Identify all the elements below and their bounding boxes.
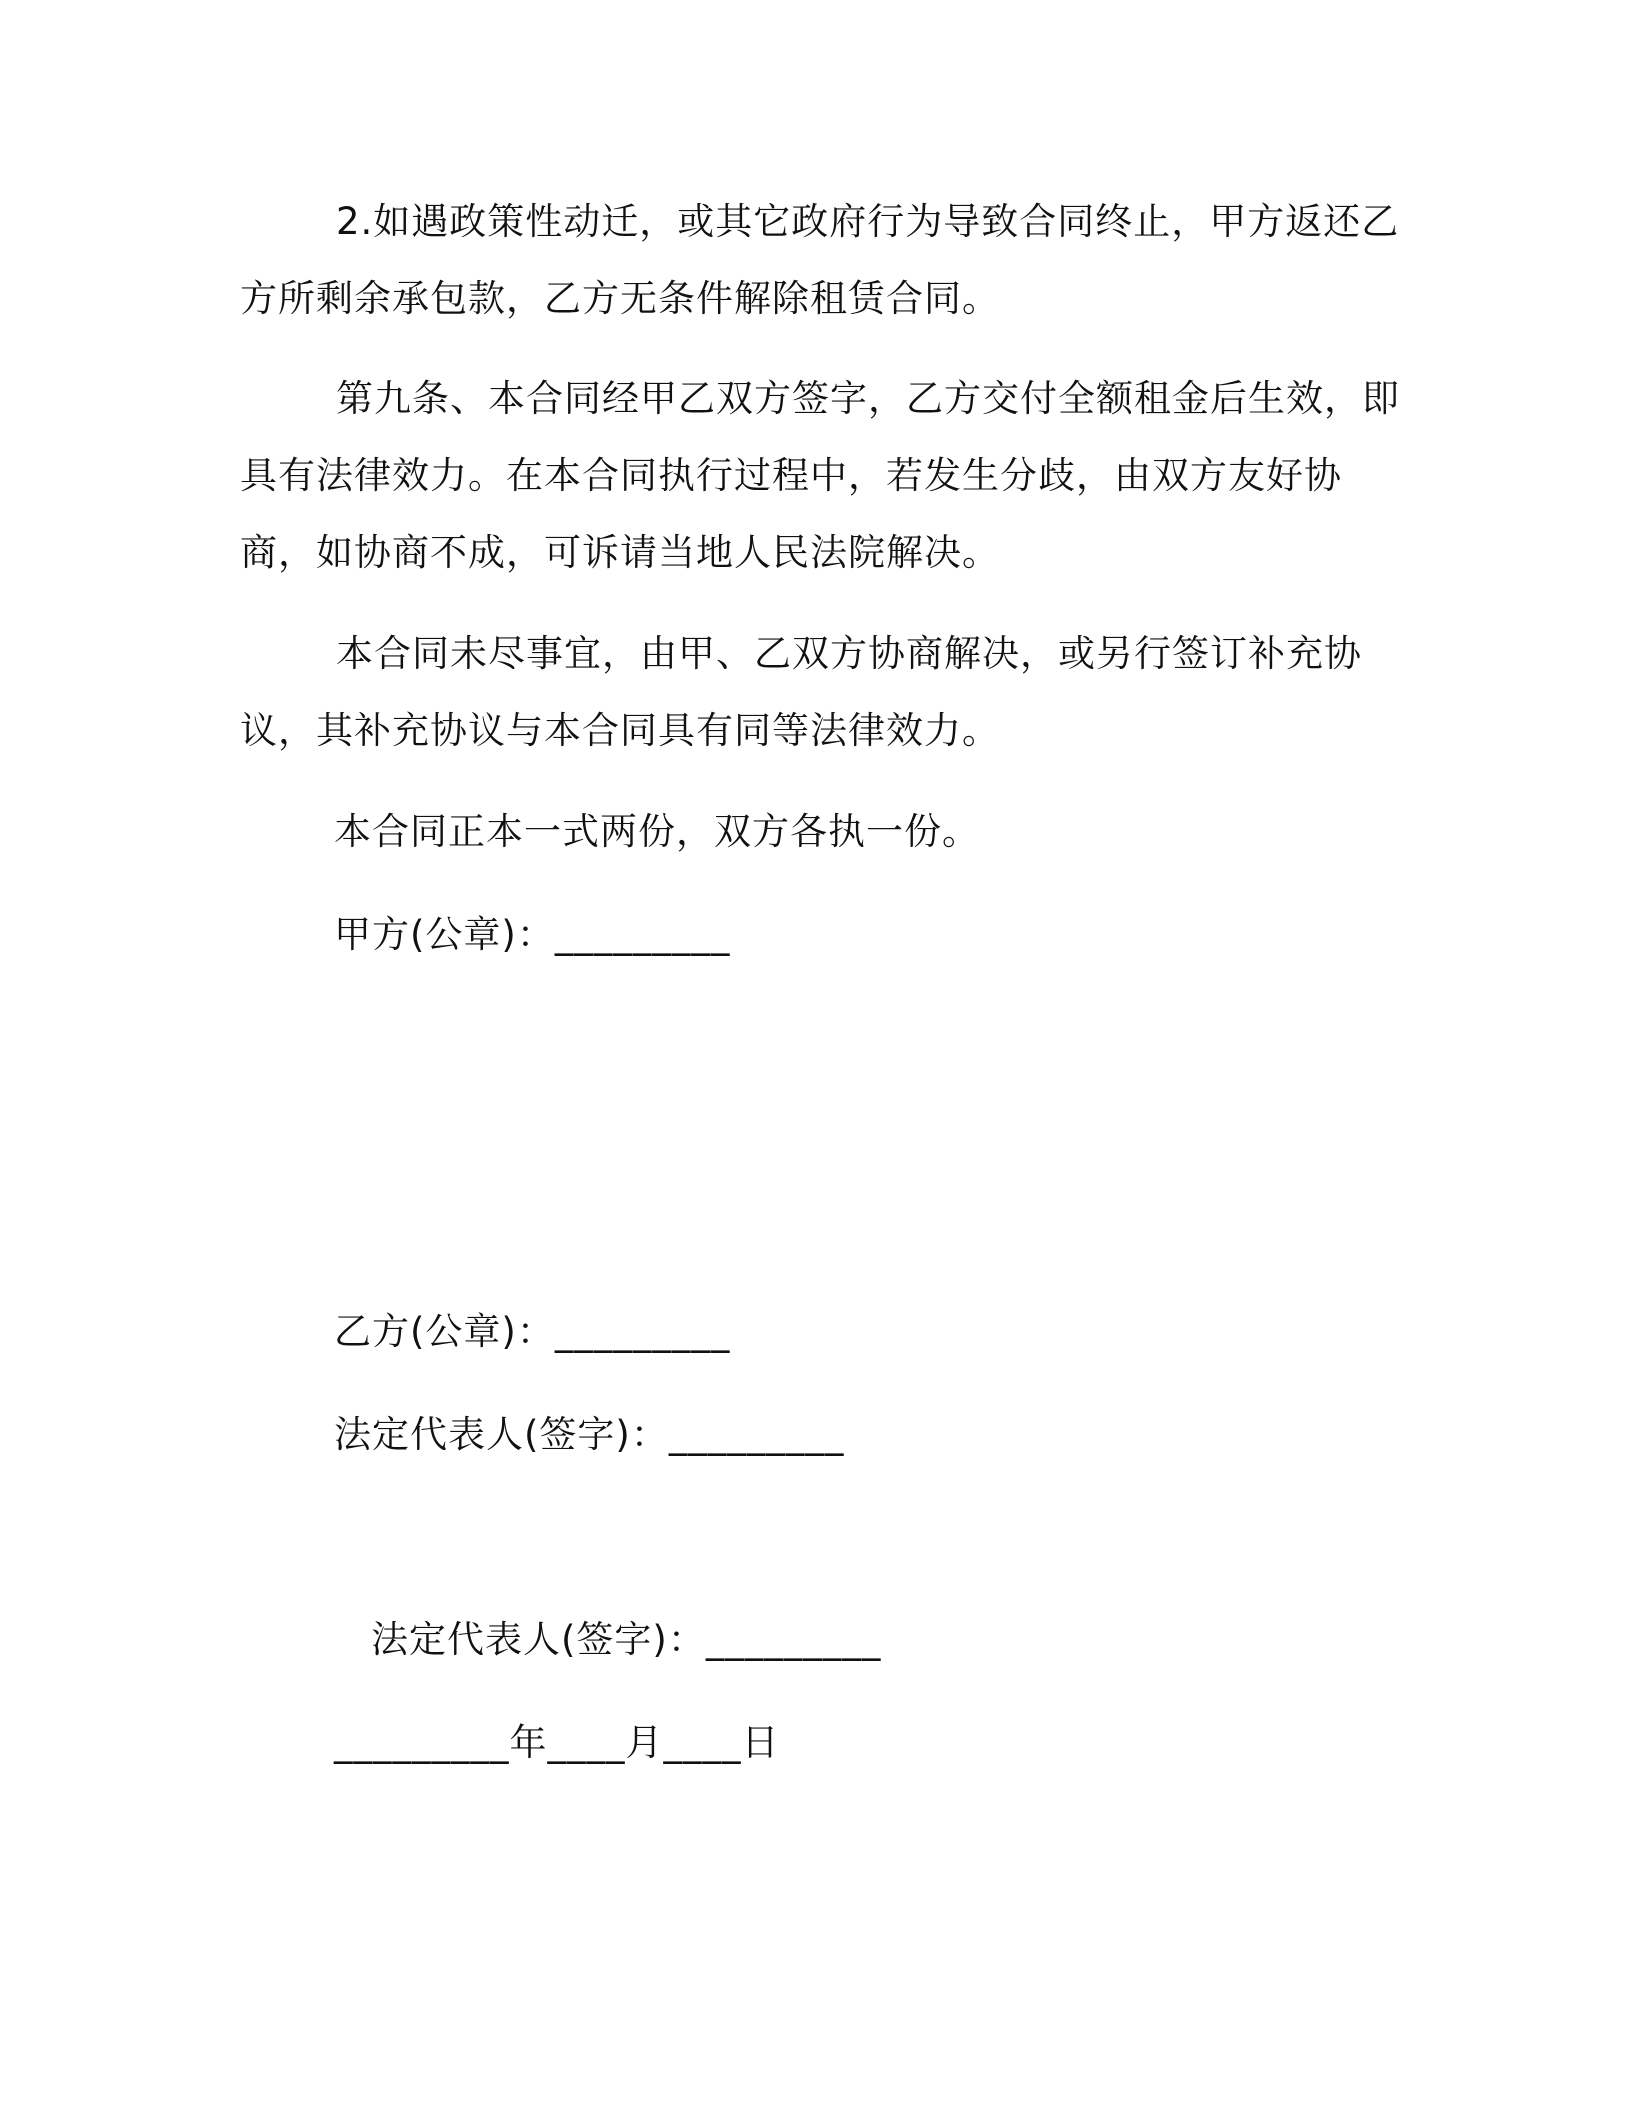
signing-date-line: _________年____月____日 — [334, 1721, 780, 1764]
clause-relocation-paragraph: 2.如遇政策性动迁，或其它政府行为导致合同终止，甲方返还乙方所剩余承包款，乙方无条件解除租赁合同。 — [240, 200, 1400, 320]
clause-nine-paragraph: 第九条、本合同经甲乙双方签字，乙方交付全额租金后生效，即具有法律效力。在本合同执行过程中，若发生分歧，由双方友好协商，如协商不成，可诉请当地人民法院解决。 — [240, 377, 1400, 574]
party-a-seal-line: 甲方(公章)：_________ — [334, 913, 731, 956]
copies-statement: 本合同正本一式两份，双方各执一份。 — [334, 810, 980, 853]
legal-representative-signature-line: 法定代表人(签字)：_________ — [334, 1413, 845, 1456]
party-b-seal-line: 乙方(公章)：_________ — [334, 1310, 731, 1353]
supplementary-agreement-paragraph: 本合同未尽事宜，由甲、乙双方协商解决，或另行签订补充协议，其补充协议与本合同具有同等法律效力。 — [240, 632, 1362, 752]
legal-representative-signature-line-2: 法定代表人(签字)：_________ — [371, 1618, 882, 1661]
